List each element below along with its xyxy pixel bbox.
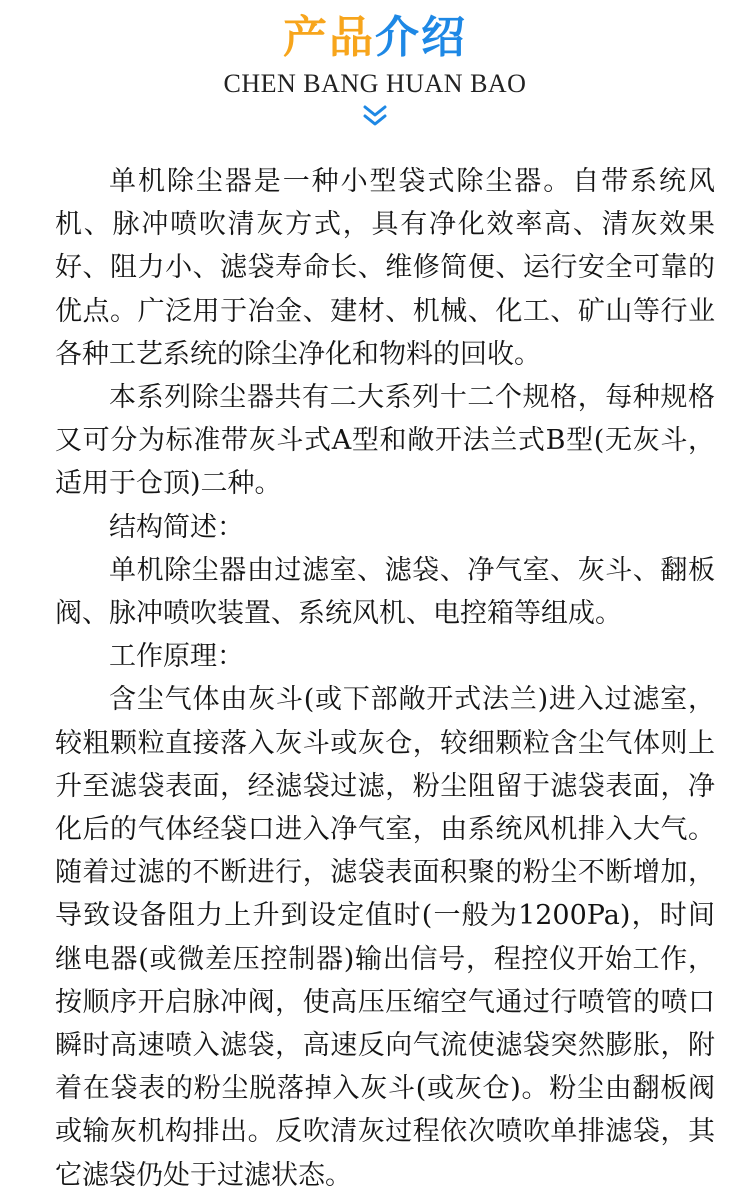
paragraph-structure: 单机除尘器由过滤室、滤袋、净气室、灰斗、翻板阀、脉冲喷吹装置、系统风机、电控箱等组成。 [55, 554, 715, 630]
paragraph-principle: 含尘气体由灰斗(或下部敞开式法兰)进入过滤室，较粗颗粒直接落入灰斗或灰仓，较细颗粒含尘气体则上升至滤袋表面，经滤袋过滤，粉尘阻留于滤袋表面，净化后的气体经袋口进入净气室，由系统风机排入大气。随着过滤的不断进行，滤袋表面积聚的粉尘不断增加，导致设备阻力上升到设定值时(一般为1200Pa)，时间继电器(或微差压控制器)输出信号，程控仪开始工作，按顺序开启脉冲阀，使高压压缩空气通过行喷管的喷口瞬时高速喷入滤袋，高速反向气流使滤袋突然膨胀，附着在袋表的粉尘脱落掉入灰斗(或灰仓)。粉尘由翻板阀或输灰机构排出。反吹清灰过程依次喷吹单排滤袋，其它滤袋仍处于过滤状态。 [55, 684, 715, 1191]
page-header [0, 0, 750, 140]
paragraph-intro: 单机除尘器是一种小型袋式除尘器。自带系统风机、脉冲喷吹清灰方式，具有净化效率高、清灰效果好、阻力小、滤袋寿命长、维修简便、运行安全可靠的优点。广泛用于冶金、建材、机械、化工、矿山等行业各种工艺系统的除尘净化和物料的回收。 [55, 166, 715, 370]
heading-structure: 结构简述： [109, 511, 244, 543]
double-chevron-down-icon [359, 104, 391, 128]
page-title [0, 10, 750, 66]
title-part-blue: 介绍 [375, 12, 467, 63]
heading-principle: 工作原理： [109, 641, 244, 673]
product-description [55, 160, 715, 1197]
page-subtitle: CHEN BANG HUAN BAO [223, 69, 527, 98]
paragraph-series: 本系列除尘器共有二大系列十二个规格，每种规格又可分为标准带灰斗式A型和敞开法兰式B型(无灰斗，适用于仓顶)二种。 [55, 382, 715, 500]
title-part-orange: 产品 [283, 12, 375, 63]
